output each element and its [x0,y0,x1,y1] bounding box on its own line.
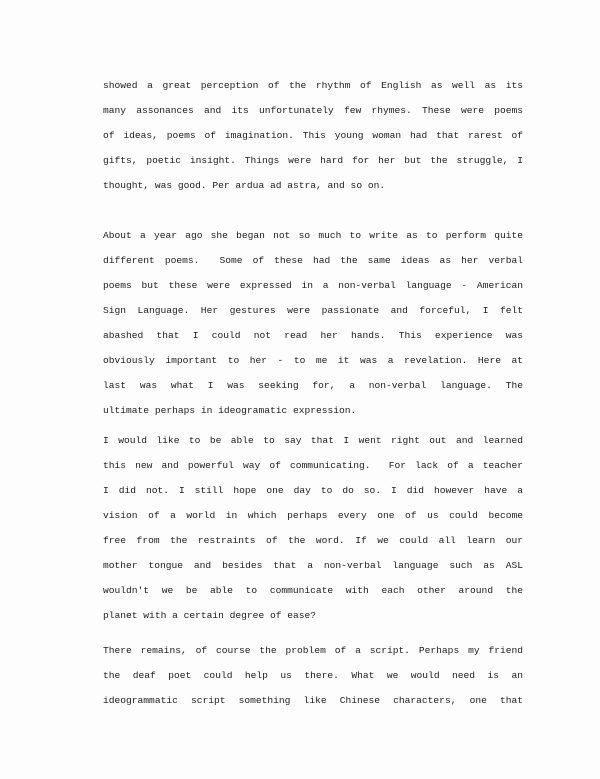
paragraph-3-line-5: free from the restraints of the word. If we could all learn our [103,535,523,546]
paragraph-2-line-5: abashed that I could not read her hands. This experience was [103,330,523,341]
paragraph-4-line-1: There remains, of course the problem of a script. Perhaps my friend [103,645,523,656]
paragraph-2-line-6: obviously important to her - to me it was a revelation. Here at [103,355,523,366]
paragraph-2-line-8: ultimate perhaps in ideogramatic expression. [103,405,357,416]
paragraph-4-line-2: the deaf poet could help us there. What we would need is an [103,670,523,681]
paragraph-4-line-3: ideogrammatic script something like Chinese characters, one that [103,695,523,706]
paragraph-1-line-1: showed a great perception of the rhythm of English as well as its [103,80,523,91]
paragraph-3-line-7: wouldn't we be able to communicate with each other around the [103,585,523,596]
paragraph-1-line-5: thought, was good. Per ardua ad astra, and so on. [103,180,386,191]
paragraph-1-line-2: many assonances and its unfortunately few rhymes. These were poems [103,105,523,116]
paragraph-3-line-8: planet with a certain degree of ease? [103,610,317,621]
paragraph-2-line-1: About a year ago she began not so much to write as to perform quite [103,230,523,241]
paragraph-3-line-6: mother tongue and besides that a non-verbal language such as ASL [103,560,523,571]
paragraph-3-line-2: this new and powerful way of communicating. For lack of a teacher [103,460,523,471]
paragraph-1-line-3: of ideas, poems of imagination. This young woman had that rarest of [103,130,523,141]
paragraph-3-line-3: I did not. I still hope one day to do so. I did however have a [103,485,523,496]
paragraph-3-line-1: I would like to be able to say that I went right out and learned [103,435,523,446]
paragraph-1-line-4: gifts, poetic insight. Things were hard for her but the struggle, I [103,155,523,166]
paragraph-3-line-4: vision of a world in which perhaps every one of us could become [103,510,523,521]
paragraph-2-line-4: Sign Language. Her gestures were passionate and forceful, I felt [103,305,523,316]
paragraph-2-line-3: poems but these were expressed in a non-verbal language - American [103,280,523,291]
paragraph-2-line-2: different poems. Some of these had the same ideas as her verbal [103,255,523,266]
paragraph-2-line-7: last was what I was seeking for, a non-verbal language. The [103,380,523,391]
